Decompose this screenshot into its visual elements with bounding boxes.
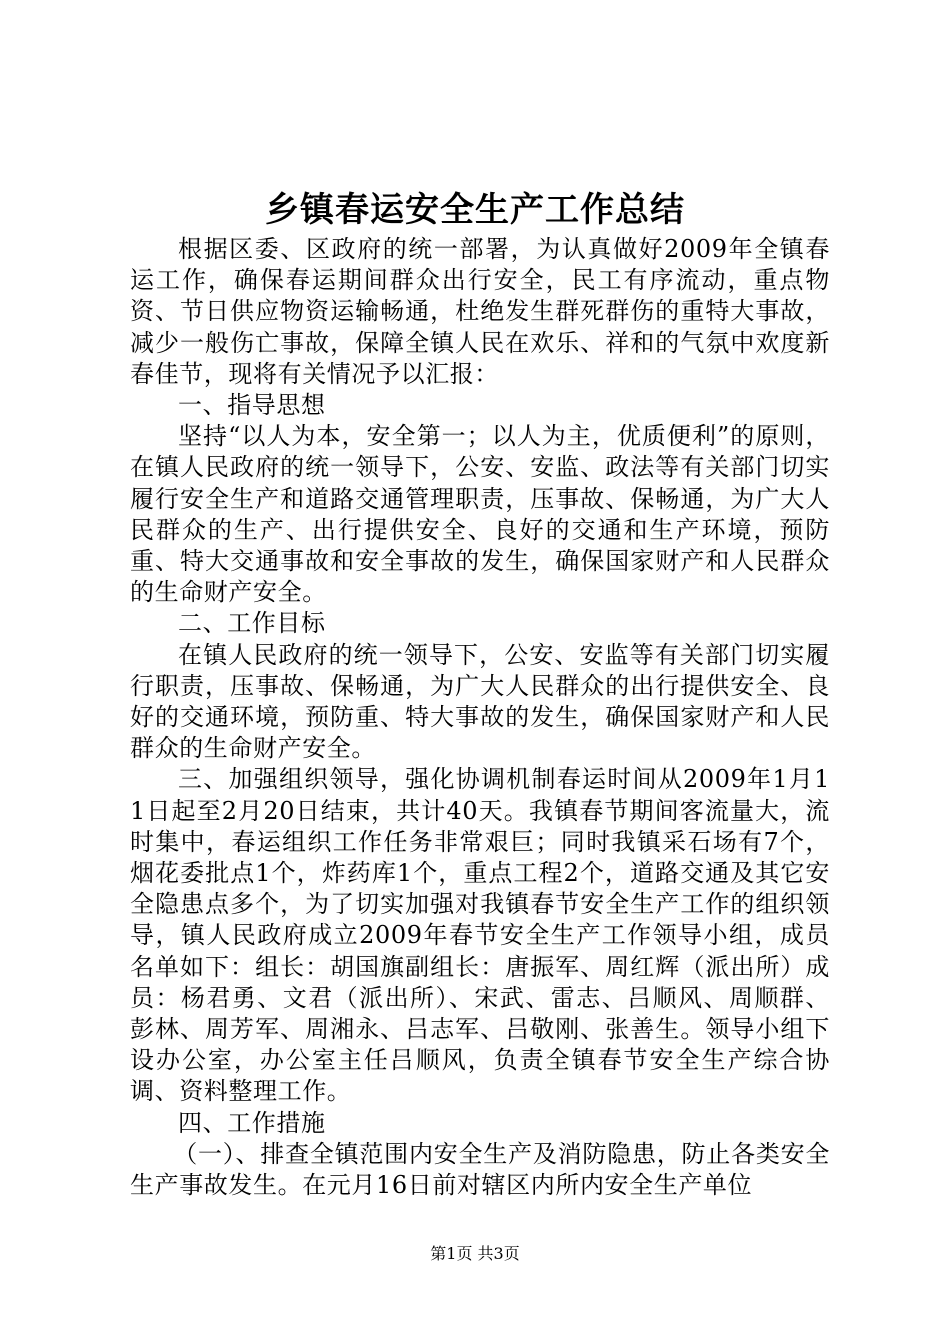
work-goals-paragraph: 在镇人民政府的统一领导下，公安、安监等有关部门切实履行职责，压事故、保畅通，为广大人民群众的出行提供安全、良好的交通环境，预防重、特大事故的发生，确保国家财产和人民群众的生命财产安全。	[130, 640, 830, 763]
document-body	[130, 234, 830, 1201]
work-measures-paragraph: （一）、排查全镇范围内安全生产及消防隐患，防止各类安全生产事故发生。在元月16日前对辖区内所内安全生产单位	[130, 1139, 830, 1200]
section-heading-work-measures: 四、工作措施	[178, 1108, 326, 1137]
section-heading-guiding-ideology: 一、指导思想	[178, 391, 326, 420]
section-heading-work-goals: 二、工作目标	[178, 609, 326, 638]
intro-paragraph: 根据区委、区政府的统一部署，为认真做好2009年全镇春运工作，确保春运期间群众出行安全，民工有序流动，重点物资、节日供应物资运输畅通，杜绝发生群死群伤的重特大事故，减少一般伤亡事故，保障全镇人民在欢乐、祥和的气氛中欢度新春佳节，现将有关情况予以汇报：	[130, 235, 830, 388]
organization-leadership-paragraph: 三、加强组织领导，强化协调机制春运时间从2009年1月11日起至2月20日结束，共计40天。我镇春节期间客流量大，流时集中，春运组织工作任务非常艰巨；同时我镇采石场有7个，烟花委批点1个，炸药库1个，重点工程2个，道路交通及其它安全隐患点多个，为了切实加强对我镇春节安全生产工作的组织领导，镇人民政府成立2009年春节安全生产工作领导小组，成员名单如下：组长：胡国旗副组长：唐振军、周红辉（派出所）成员：杨君勇、文君（派出所）、宋武、雷志、吕顺风、周顺群、彭林、周芳军、周湘永、吕志军、吕敬刚、张善生。领导小组下设办公室，办公室主任吕顺风，负责全镇春节安全生产综合协调、资料整理工作。	[130, 765, 830, 1106]
document-title: 乡镇春运安全生产工作总结	[265, 190, 685, 230]
page-footer: 第1页 共3页	[430, 1244, 520, 1263]
guiding-ideology-paragraph: 坚持“以人为本，安全第一；以人为主，优质便利”的原则，在镇人民政府的统一领导下，公安、安监、政法等有关部门切实履行安全生产和道路交通管理职责，压事故、保畅通，为广大人民群众的生产、出行提供安全、良好的交通和生产环境，预防重、特大交通事故和安全事故的发生，确保国家财产和人民群众的生命财产安全。	[130, 422, 830, 607]
